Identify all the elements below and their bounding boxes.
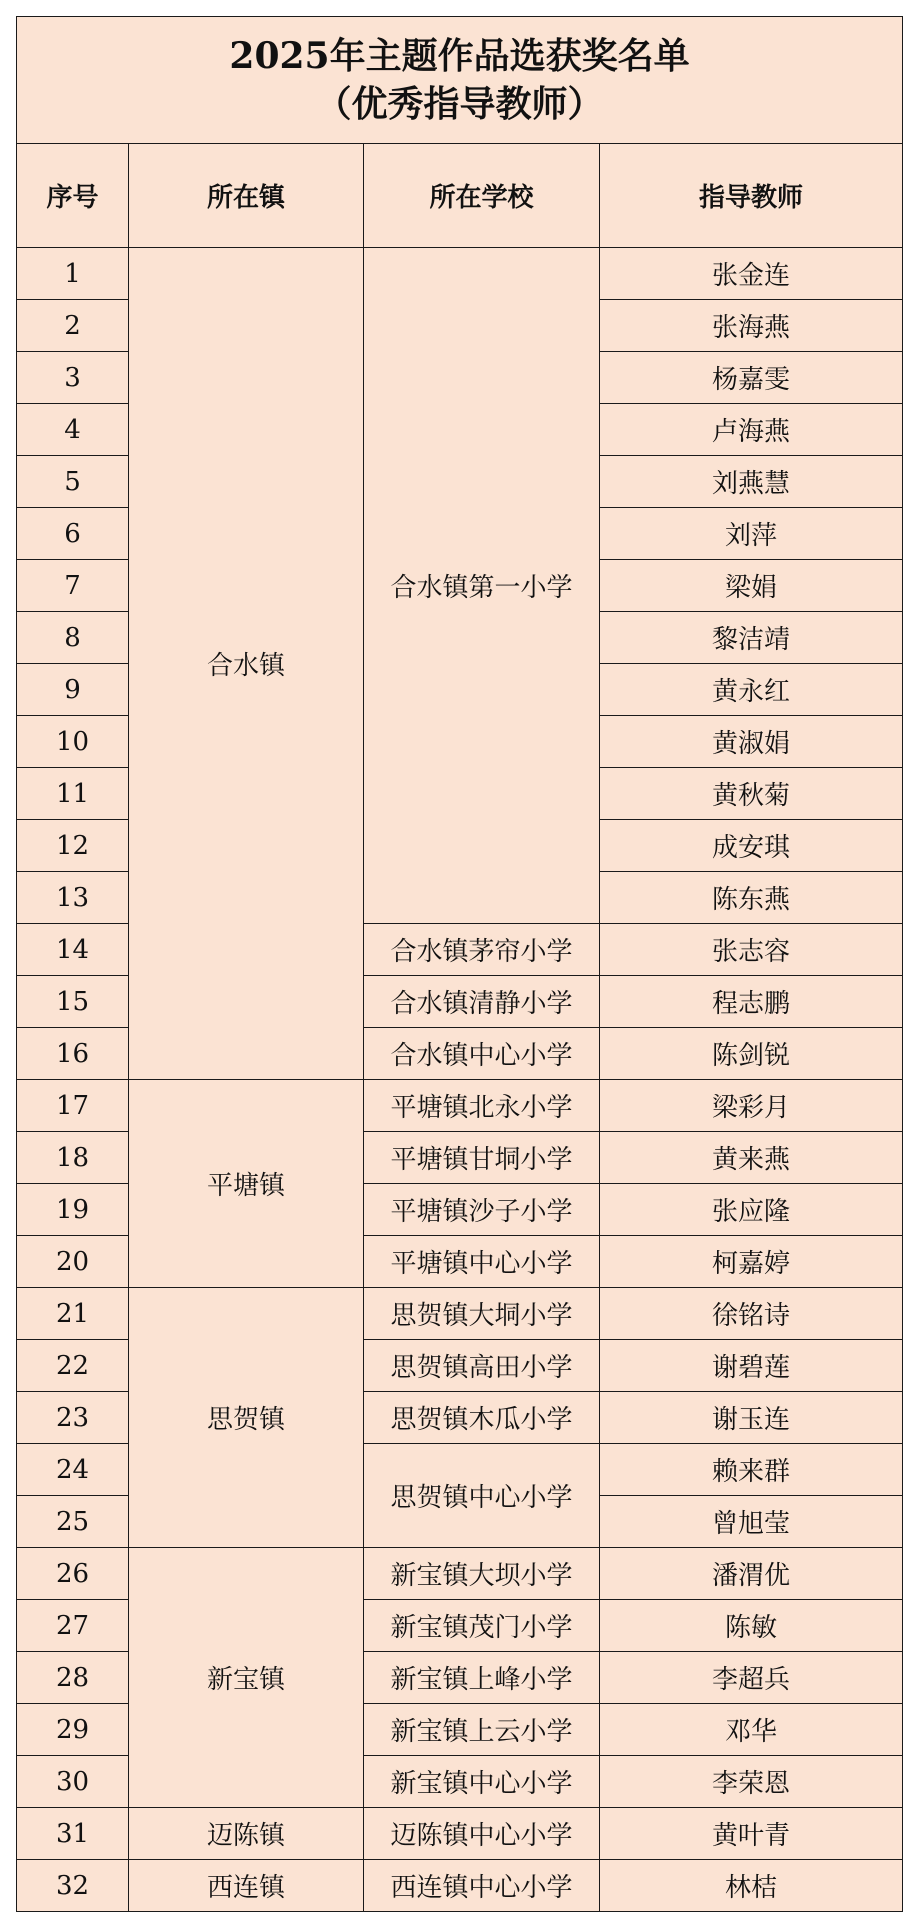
teacher-cell: 梁彩月 (600, 1080, 903, 1132)
table-row (17, 1860, 903, 1912)
school-cell: 平塘镇甘垌小学 (364, 1132, 600, 1184)
school-cell: 思贺镇大垌小学 (364, 1288, 600, 1340)
school-cell: 合水镇茅帘小学 (364, 924, 600, 976)
teacher-cell: 李超兵 (600, 1652, 903, 1704)
row-number: 12 (17, 820, 129, 872)
row-number: 26 (17, 1548, 129, 1600)
row-number: 25 (17, 1496, 129, 1548)
teacher-cell: 徐铭诗 (600, 1288, 903, 1340)
teacher-cell: 潘渭优 (600, 1548, 903, 1600)
teacher-cell: 谢碧莲 (600, 1340, 903, 1392)
school-cell: 思贺镇中心小学 (364, 1444, 600, 1548)
table-body (17, 248, 903, 1912)
column-header-school: 所在学校 (364, 144, 600, 248)
teacher-cell: 邓华 (600, 1704, 903, 1756)
row-number: 23 (17, 1392, 129, 1444)
award-table (16, 16, 903, 1912)
title-sub: （优秀指导教师） (315, 83, 604, 125)
row-number: 30 (17, 1756, 129, 1808)
row-number: 3 (17, 352, 129, 404)
teacher-cell: 刘萍 (600, 508, 903, 560)
row-number: 17 (17, 1080, 129, 1132)
school-cell: 平塘镇北永小学 (364, 1080, 600, 1132)
row-number: 28 (17, 1652, 129, 1704)
town-cell: 平塘镇 (129, 1080, 364, 1288)
teacher-cell: 刘燕慧 (600, 456, 903, 508)
town-cell: 合水镇 (129, 248, 364, 1080)
teacher-cell: 黄淑娟 (600, 716, 903, 768)
row-number: 1 (17, 248, 129, 300)
teacher-cell: 黄永红 (600, 664, 903, 716)
table-row (17, 1548, 903, 1600)
row-number: 16 (17, 1028, 129, 1080)
teacher-cell: 程志鹏 (600, 976, 903, 1028)
teacher-cell: 卢海燕 (600, 404, 903, 456)
row-number: 19 (17, 1184, 129, 1236)
teacher-cell: 成安琪 (600, 820, 903, 872)
school-cell: 新宝镇茂门小学 (364, 1600, 600, 1652)
row-number: 7 (17, 560, 129, 612)
teacher-cell: 陈敏 (600, 1600, 903, 1652)
row-number: 31 (17, 1808, 129, 1860)
town-cell: 迈陈镇 (129, 1808, 364, 1860)
table-title (17, 17, 903, 144)
teacher-cell: 黄来燕 (600, 1132, 903, 1184)
teacher-cell: 杨嘉雯 (600, 352, 903, 404)
teacher-cell: 黎洁靖 (600, 612, 903, 664)
teacher-cell: 谢玉连 (600, 1392, 903, 1444)
teacher-cell: 赖来群 (600, 1444, 903, 1496)
school-cell: 新宝镇上峰小学 (364, 1652, 600, 1704)
teacher-cell: 陈东燕 (600, 872, 903, 924)
table-row (17, 1288, 903, 1340)
row-number: 18 (17, 1132, 129, 1184)
row-number: 11 (17, 768, 129, 820)
row-number: 15 (17, 976, 129, 1028)
row-number: 14 (17, 924, 129, 976)
row-number: 32 (17, 1860, 129, 1912)
title-main: 2025年主题作品选获奖名单 (229, 35, 690, 77)
school-cell: 合水镇第一小学 (364, 248, 600, 924)
row-number: 29 (17, 1704, 129, 1756)
school-cell: 合水镇清静小学 (364, 976, 600, 1028)
row-number: 4 (17, 404, 129, 456)
teacher-cell: 黄秋菊 (600, 768, 903, 820)
teacher-cell: 陈剑锐 (600, 1028, 903, 1080)
teacher-cell: 张志容 (600, 924, 903, 976)
row-number: 10 (17, 716, 129, 768)
school-cell: 新宝镇中心小学 (364, 1756, 600, 1808)
row-number: 21 (17, 1288, 129, 1340)
teacher-cell: 曾旭莹 (600, 1496, 903, 1548)
school-cell: 平塘镇中心小学 (364, 1236, 600, 1288)
column-header-number: 序号 (17, 144, 129, 248)
row-number: 27 (17, 1600, 129, 1652)
school-cell: 西连镇中心小学 (364, 1860, 600, 1912)
school-cell: 思贺镇木瓜小学 (364, 1392, 600, 1444)
column-header-teacher: 指导教师 (600, 144, 903, 248)
town-cell: 新宝镇 (129, 1548, 364, 1808)
teacher-cell: 柯嘉婷 (600, 1236, 903, 1288)
table-row (17, 1808, 903, 1860)
row-number: 20 (17, 1236, 129, 1288)
town-cell: 思贺镇 (129, 1288, 364, 1548)
town-cell: 西连镇 (129, 1860, 364, 1912)
row-number: 13 (17, 872, 129, 924)
school-cell: 迈陈镇中心小学 (364, 1808, 600, 1860)
header-row (17, 144, 903, 248)
row-number: 8 (17, 612, 129, 664)
teacher-cell: 李荣恩 (600, 1756, 903, 1808)
school-cell: 合水镇中心小学 (364, 1028, 600, 1080)
row-number: 6 (17, 508, 129, 560)
school-cell: 思贺镇高田小学 (364, 1340, 600, 1392)
column-header-town: 所在镇 (129, 144, 364, 248)
teacher-cell: 黄叶青 (600, 1808, 903, 1860)
teacher-cell: 梁娟 (600, 560, 903, 612)
table-row (17, 1080, 903, 1132)
award-list-sheet (16, 16, 902, 1912)
school-cell: 新宝镇上云小学 (364, 1704, 600, 1756)
row-number: 22 (17, 1340, 129, 1392)
row-number: 24 (17, 1444, 129, 1496)
school-cell: 平塘镇沙子小学 (364, 1184, 600, 1236)
table-row (17, 248, 903, 300)
teacher-cell: 张应隆 (600, 1184, 903, 1236)
teacher-cell: 林桔 (600, 1860, 903, 1912)
teacher-cell: 张海燕 (600, 300, 903, 352)
row-number: 2 (17, 300, 129, 352)
school-cell: 新宝镇大坝小学 (364, 1548, 600, 1600)
row-number: 9 (17, 664, 129, 716)
row-number: 5 (17, 456, 129, 508)
teacher-cell: 张金连 (600, 248, 903, 300)
